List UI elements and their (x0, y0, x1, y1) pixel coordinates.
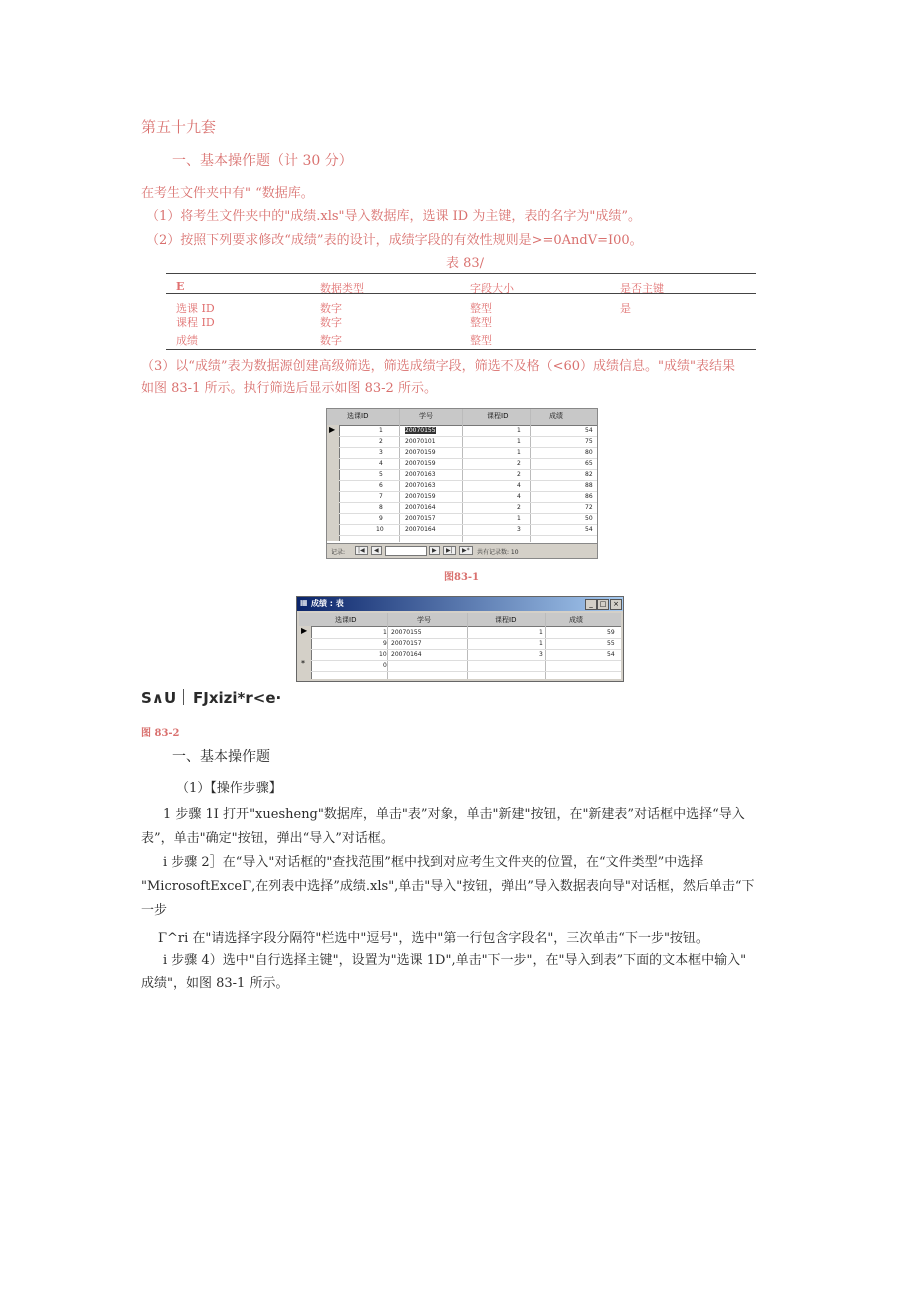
step2-line2: "MicrosoftExceΓ,在列表中选择”成绩.xls",单击"导入"按钮，弹出”导入数据表向导"对话框，然后单击“下 (141, 879, 755, 894)
table-row: 4 20070159 2 65 (339, 459, 597, 470)
requirement-2: （2）按照下列要求修改“成绩”表的设计，成绩字段的有效性规则是>=0AndV=I00。 (146, 233, 643, 248)
table-caption: 表 83/ (446, 256, 485, 271)
new-row: 0 (311, 660, 621, 672)
table-row: 1 20070155 1 54 (339, 426, 597, 437)
step4-line2: 成绩"，如图 83-1 所示。 (141, 976, 289, 991)
new-record-button[interactable]: ▶* (459, 546, 473, 555)
table-header-size: 字段大小 (470, 282, 514, 295)
intro-text: 在考生文件夹中有" “数据库。 (141, 186, 314, 201)
table-cell: 选课 ID (176, 302, 215, 315)
table-row: 1 20070155 1 59 (311, 627, 621, 639)
table-row: 5 20070163 2 82 (339, 470, 597, 481)
step2-line3: 一步 (141, 903, 168, 918)
column-header: 课程ID (495, 616, 517, 624)
column-header: 选课ID (347, 412, 369, 420)
table-header-field: E (176, 280, 185, 293)
table-cell: 数字 (320, 302, 342, 315)
table-row: 10 20070164 3 54 (311, 649, 621, 661)
table-row: 2 20070101 1 75 (339, 437, 597, 448)
figure-83-2-window (296, 596, 624, 682)
requirement-3-line2: 如图 83-1 所示。执行筛选后显示如图 83-2 所示。 (141, 381, 437, 396)
minimize-button[interactable]: _ (585, 599, 597, 610)
table-cell: 数字 (320, 334, 342, 347)
table-row: 9 20070157 1 55 (311, 638, 621, 650)
section-title: 一、基本操作题（计 30 分） (172, 153, 353, 169)
garbled-text-left: S∧U (141, 689, 177, 707)
datasheet-grid (299, 613, 621, 679)
page-title: 第五十九套 (141, 118, 217, 136)
table-cell: 整型 (470, 334, 492, 347)
window-titlebar (297, 597, 623, 611)
table-bottom-rule (166, 349, 756, 350)
current-record-arrow-icon: ▶ (301, 626, 308, 635)
answer-title: 一、基本操作题 (172, 749, 270, 765)
figure-83-2-caption: 图 83-2 (141, 728, 180, 739)
figure-83-1-caption: 图83-1 (444, 572, 480, 583)
column-header: 选课ID (335, 616, 357, 624)
column-header: 成绩 (549, 412, 563, 420)
table-header-rule (166, 293, 756, 294)
figure-83-1-datasheet (326, 408, 598, 559)
column-header: 成绩 (569, 616, 583, 624)
requirement-1: （1）将考生文件夹中的"成绩.xls"导入数据库，选课 ID 为主键，表的名字为"成绩”。 (146, 209, 641, 224)
column-header: 学号 (417, 616, 431, 624)
table-cell: 整型 (470, 316, 492, 329)
column-header: 课程ID (487, 412, 509, 420)
table-row: 9 20070157 1 50 (339, 514, 597, 525)
step3: Γ^ri 在"请选择字段分隔符"栏选中"逗号"，选中"第一行包含字段名"，三次单击“下一步"按钮。 (158, 931, 709, 946)
steps-title: （1）【操作步骤】 (176, 781, 282, 796)
step1-line1: 1 步骤 1I 打开"xuesheng"数据库，单击"表”对象，单击"新建"按钮，在"新建表”对话框中选择“导入 (163, 807, 745, 822)
requirement-3-line1: （3）以“成绩”表为数据源创建高级筛选，筛选成绩字段，筛选不及格（<60）成绩信息。"成绩"表结果 (141, 359, 735, 374)
datasheet-header (299, 613, 621, 627)
record-navigator (327, 543, 597, 558)
column-header: 学号 (419, 412, 433, 420)
table-top-rule (166, 273, 756, 274)
table-cell: 成绩 (176, 334, 198, 347)
table-cell: 是 (620, 302, 631, 315)
table-row: 10 20070164 3 54 (339, 525, 597, 536)
previous-record-button[interactable]: ◀ (371, 546, 382, 555)
step4-line1: i 步骤 4）选中"自行选择主键"，设置为"选课 1D",单击"下一步"，在"导入到表”下面的文本框中输入" (163, 953, 747, 968)
table-row: 8 20070164 2 72 (339, 503, 597, 514)
window-title: 成绩 : 表 (311, 599, 344, 608)
table-cell: 整型 (470, 302, 492, 315)
maximize-button[interactable]: □ (597, 599, 609, 610)
first-record-button[interactable]: |◀ (355, 546, 368, 555)
close-button[interactable]: × (610, 599, 622, 610)
new-record-icon: * (301, 659, 305, 668)
garbled-text-right: FJxizi*r<e· (193, 689, 282, 707)
step1-line2: 表”，单击"确定"按钮，弹出“导入”对话框。 (141, 831, 394, 846)
nav-label: 记录: (331, 549, 346, 556)
last-record-button[interactable]: ▶| (443, 546, 456, 555)
step2-line1: i 步骤 2］在“导入"对话框的"查找范围”框中找到对应考生文件夹的位置，在“文件类型”中选择 (163, 855, 704, 870)
divider (183, 689, 184, 705)
table-cell: 课程 ID (176, 316, 215, 329)
current-record-arrow-icon: ▶ (329, 425, 336, 434)
record-count: 共有记录数: 10 (477, 549, 519, 556)
record-number-input[interactable] (385, 546, 427, 556)
table-icon: ▦ (300, 598, 308, 607)
table-row: 7 20070159 4 86 (339, 492, 597, 503)
table-cell: 数字 (320, 316, 342, 329)
next-record-button[interactable]: ▶ (429, 546, 440, 555)
table-row: 6 20070163 4 88 (339, 481, 597, 492)
table-header-primary: 是否主键 (620, 282, 664, 295)
table-row: 3 20070159 1 80 (339, 448, 597, 459)
table-header-type: 数据类型 (320, 282, 364, 295)
